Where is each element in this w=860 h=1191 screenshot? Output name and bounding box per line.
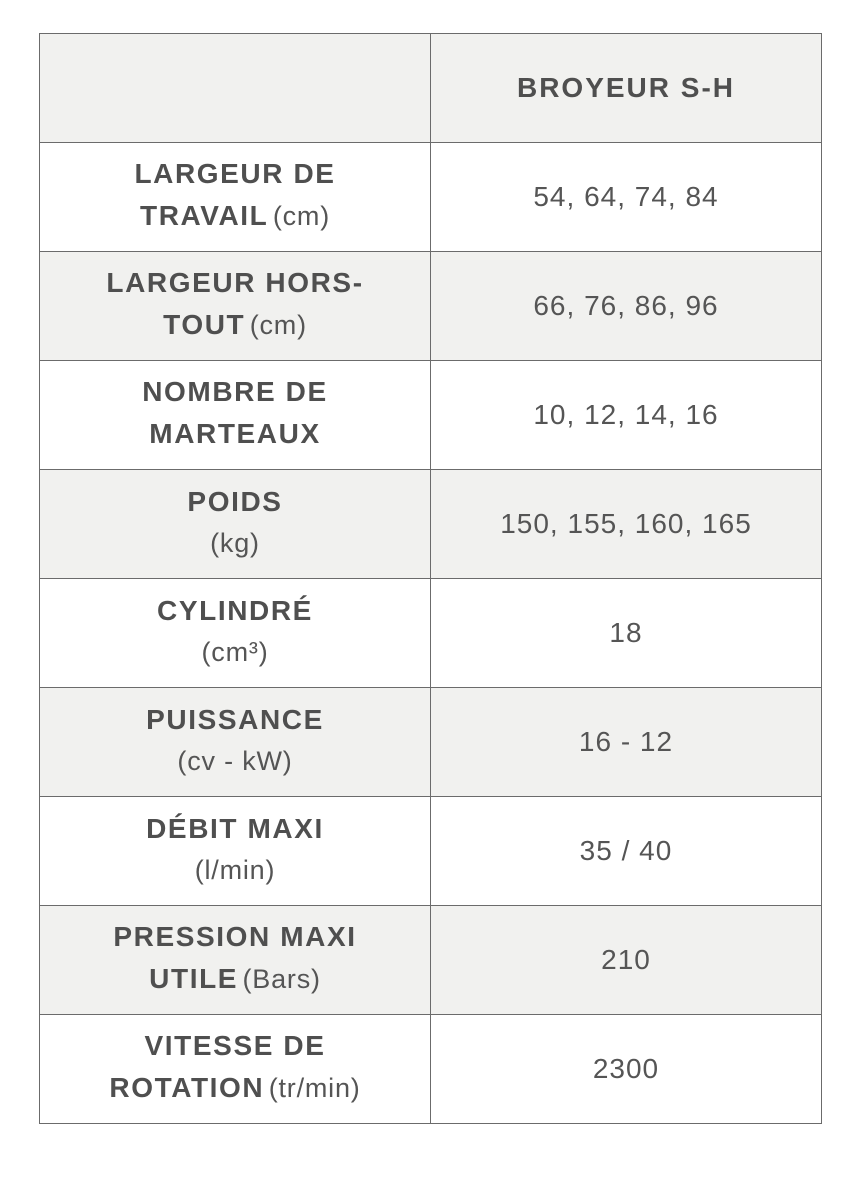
table-row	[40, 579, 822, 688]
spec-label-line1: PUISSANCE	[146, 703, 324, 735]
spec-label-line1: POIDS	[187, 485, 283, 517]
spec-label-line2: TRAVAIL	[139, 200, 269, 231]
spec-label-cell	[40, 361, 431, 470]
spec-value: 54, 64, 74, 84	[431, 143, 822, 252]
spec-label-cell	[40, 906, 431, 1015]
header-corner-cell	[40, 34, 431, 143]
table-header-row	[40, 34, 822, 143]
spec-unit: (cv - kW)	[177, 745, 293, 776]
spec-label-line1: VITESSE DE	[144, 1030, 326, 1061]
spec-value: 18	[431, 579, 822, 688]
spec-label-line2: ROTATION	[109, 1072, 265, 1103]
spec-label-line2: UTILE	[149, 963, 239, 994]
table-row	[40, 361, 822, 470]
table-row	[40, 143, 822, 252]
spec-value: 210	[431, 906, 822, 1015]
spec-unit: (tr/min)	[268, 1073, 361, 1103]
spec-value: 66, 76, 86, 96	[431, 252, 822, 361]
table-row	[40, 1015, 822, 1124]
spec-label-line1: PRESSION MAXI	[113, 921, 357, 952]
spec-unit: (cm)	[272, 201, 330, 231]
spec-unit: (l/min)	[194, 854, 276, 885]
spec-value: 16 - 12	[431, 688, 822, 797]
spec-label-line1: LARGEUR HORS-	[106, 267, 364, 298]
spec-label-cell	[40, 797, 431, 906]
spec-label-cell	[40, 252, 431, 361]
spec-unit: (cm)	[249, 310, 307, 340]
spec-table	[39, 33, 822, 1124]
spec-label-line1: DÉBIT MAXI	[146, 812, 324, 844]
spec-value: 35 / 40	[431, 797, 822, 906]
spec-unit: (kg)	[210, 527, 260, 558]
spec-label-line1: LARGEUR DE	[134, 158, 336, 189]
spec-label-line1: CYLINDRÉ	[157, 594, 313, 626]
spec-label-cell	[40, 143, 431, 252]
spec-unit: (Bars)	[242, 964, 321, 994]
spec-label-line1: NOMBRE DE	[142, 376, 328, 407]
spec-value: 2300	[431, 1015, 822, 1124]
spec-label-cell	[40, 579, 431, 688]
spec-value: 10, 12, 14, 16	[431, 361, 822, 470]
spec-unit: (cm³)	[201, 636, 269, 667]
table-row	[40, 688, 822, 797]
product-name: BROYEUR S-H	[516, 72, 735, 103]
table-row	[40, 797, 822, 906]
spec-label-cell	[40, 1015, 431, 1124]
table-row	[40, 252, 822, 361]
header-product-cell	[431, 34, 822, 143]
spec-label-cell	[40, 470, 431, 579]
table-row	[40, 906, 822, 1015]
spec-label-line2: MARTEAUX	[149, 418, 321, 449]
spec-value: 150, 155, 160, 165	[431, 470, 822, 579]
spec-label-cell	[40, 688, 431, 797]
spec-label-line2: TOUT	[163, 309, 246, 340]
table-row	[40, 470, 822, 579]
